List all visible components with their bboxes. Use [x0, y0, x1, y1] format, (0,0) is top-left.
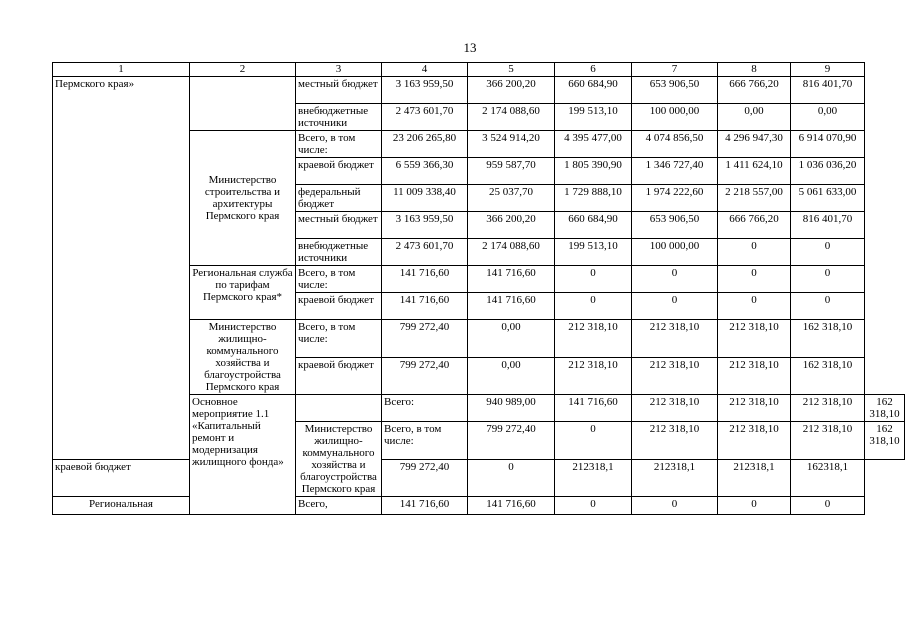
value-cell-col-4: 799 272,40 — [382, 357, 468, 395]
value-cell-col-5: 959 587,70 — [468, 158, 555, 185]
header-cell-5: 5 — [468, 63, 555, 77]
value-cell-col-9: 0 — [791, 239, 865, 266]
value-cell-col-8: 212 318,10 — [791, 395, 865, 422]
budget-table — [52, 62, 905, 515]
value-cell-col-4: 3 163 959,50 — [382, 212, 468, 239]
value-cell-col-7: 0 — [632, 497, 718, 515]
value-cell-col-8: 0 — [718, 239, 791, 266]
value-cell-col-8: 2 218 557,00 — [718, 185, 791, 212]
value-cell-col-4: 940 989,00 — [468, 395, 555, 422]
value-cell-col-5: 141 716,60 — [468, 266, 555, 293]
header-cell-7: 7 — [632, 63, 718, 77]
funding-source-cell: краевой бюджет — [296, 158, 382, 185]
header-cell-1: 1 — [53, 63, 190, 77]
value-cell-col-5: 0 — [555, 422, 632, 460]
value-cell-col-6: 4 395 477,00 — [555, 131, 632, 158]
value-cell-col-5: 0,00 — [468, 320, 555, 358]
value-cell-col-9: 1 036 036,20 — [791, 158, 865, 185]
header-cell-4: 4 — [382, 63, 468, 77]
value-cell-col-6: 660 684,90 — [555, 212, 632, 239]
value-cell-col-8: 0 — [718, 293, 791, 320]
value-cell-col-8: 0,00 — [718, 104, 791, 131]
header-cell-9: 9 — [791, 63, 865, 77]
agency-cell: Региональная — [53, 497, 190, 515]
funding-source-cell: Всего, — [296, 497, 382, 515]
value-cell-col-6: 0 — [555, 497, 632, 515]
value-cell-col-6: 212 318,10 — [632, 422, 718, 460]
agency-cell: Министерство жилищно-коммунального хозяйства и благоустройства Пермского края — [190, 320, 296, 395]
program-name-cell: Основное мероприятие 1.1 «Капитальный ремонт и модернизация жилищного фонда» — [190, 395, 296, 515]
value-cell-col-5: 25 037,70 — [468, 185, 555, 212]
value-cell-col-8: 666 766,20 — [718, 77, 791, 104]
value-cell-col-5: 141 716,60 — [468, 293, 555, 320]
value-cell-col-4: 6 559 366,30 — [382, 158, 468, 185]
page-number: 13 — [463, 40, 477, 55]
value-cell-col-4: 141 716,60 — [382, 497, 468, 515]
funding-source-cell: местный бюджет — [296, 212, 382, 239]
program-name-cell: Пермского края» — [53, 77, 190, 460]
table-row — [53, 77, 905, 104]
value-cell-col-7: 0 — [632, 293, 718, 320]
value-cell-col-4: 799 272,40 — [382, 320, 468, 358]
value-cell-col-4: 11 009 338,40 — [382, 185, 468, 212]
agency-cell: Региональная служба по тарифам Пермского края* — [190, 266, 296, 320]
table-body — [53, 77, 905, 515]
value-cell-col-6: 199 513,10 — [555, 104, 632, 131]
value-cell-col-7: 212 318,10 — [718, 395, 791, 422]
funding-source-cell: внебюджетные источники — [296, 239, 382, 266]
value-cell-col-7: 653 906,50 — [632, 77, 718, 104]
funding-source-cell: Всего, в том числе: — [296, 320, 382, 358]
value-cell-col-8: 212 318,10 — [718, 357, 791, 395]
value-cell-col-9: 162318,1 — [791, 459, 865, 497]
value-cell-col-5: 366 200,20 — [468, 77, 555, 104]
value-cell-col-6: 212318,1 — [555, 459, 632, 497]
funding-source-cell: Всего, в том числе: — [296, 131, 382, 158]
header-cell-6: 6 — [555, 63, 632, 77]
agency-cell: Министерство жилищно-коммунального хозяйства и благоустройства Пермского края — [296, 422, 382, 497]
value-cell-col-4: 3 163 959,50 — [382, 77, 468, 104]
value-cell-col-7: 1 346 727,40 — [632, 158, 718, 185]
value-cell-col-4: 799 272,40 — [468, 422, 555, 460]
value-cell-col-8: 0 — [718, 266, 791, 293]
value-cell-col-7: 653 906,50 — [632, 212, 718, 239]
value-cell-col-8: 0 — [718, 497, 791, 515]
agency-cell — [190, 77, 296, 131]
value-cell-col-9: 816 401,70 — [791, 77, 865, 104]
value-cell-col-9: 0,00 — [791, 104, 865, 131]
value-cell-col-8: 212 318,10 — [718, 320, 791, 358]
value-cell-col-5: 0 — [468, 459, 555, 497]
value-cell-col-9: 5 061 633,00 — [791, 185, 865, 212]
value-cell-col-7: 212 318,10 — [718, 422, 791, 460]
value-cell-col-6: 212 318,10 — [555, 320, 632, 358]
value-cell-col-8: 4 296 947,30 — [718, 131, 791, 158]
header-cell-2: 2 — [190, 63, 296, 77]
value-cell-col-6: 0 — [555, 293, 632, 320]
value-cell-col-6: 1 729 888,10 — [555, 185, 632, 212]
value-cell-col-6: 212 318,10 — [555, 357, 632, 395]
value-cell-col-5: 0,00 — [468, 357, 555, 395]
agency-cell — [296, 395, 382, 422]
value-cell-col-9: 162 318,10 — [791, 320, 865, 358]
value-cell-col-9: 0 — [791, 293, 865, 320]
value-cell-col-7: 212 318,10 — [632, 320, 718, 358]
value-cell-col-4: 2 473 601,70 — [382, 239, 468, 266]
value-cell-col-4: 799 272,40 — [382, 459, 468, 497]
value-cell-col-8: 212318,1 — [718, 459, 791, 497]
funding-source-cell: Всего, в том числе: — [382, 422, 468, 460]
value-cell-col-7: 4 074 856,50 — [632, 131, 718, 158]
value-cell-col-5: 141 716,60 — [555, 395, 632, 422]
table-header — [53, 63, 905, 77]
value-cell-col-8: 666 766,20 — [718, 212, 791, 239]
value-cell-col-7: 0 — [632, 266, 718, 293]
value-cell-col-9: 162 318,10 — [865, 395, 905, 422]
value-cell-col-4: 141 716,60 — [382, 266, 468, 293]
funding-source-cell: краевой бюджет — [296, 357, 382, 395]
value-cell-col-4: 23 206 265,80 — [382, 131, 468, 158]
funding-source-cell: Всего, в том числе: — [296, 266, 382, 293]
value-cell-col-9: 816 401,70 — [791, 212, 865, 239]
value-cell-col-8: 212 318,10 — [791, 422, 865, 460]
header-row — [53, 63, 905, 77]
value-cell-col-6: 660 684,90 — [555, 77, 632, 104]
value-cell-col-4: 2 473 601,70 — [382, 104, 468, 131]
value-cell-col-7: 212 318,10 — [632, 357, 718, 395]
value-cell-col-9: 6 914 070,90 — [791, 131, 865, 158]
value-cell-col-9: 162 318,10 — [865, 422, 905, 460]
value-cell-col-6: 0 — [555, 266, 632, 293]
value-cell-col-5: 3 524 914,20 — [468, 131, 555, 158]
table-row — [53, 459, 905, 497]
funding-source-cell: федеральный бюджет — [296, 185, 382, 212]
header-cell-8: 8 — [718, 63, 791, 77]
value-cell-col-7: 212318,1 — [632, 459, 718, 497]
funding-source-cell: краевой бюджет — [53, 459, 190, 497]
value-cell-col-9: 0 — [791, 266, 865, 293]
value-cell-col-7: 100 000,00 — [632, 239, 718, 266]
value-cell-col-6: 199 513,10 — [555, 239, 632, 266]
value-cell-col-9: 162 318,10 — [791, 357, 865, 395]
value-cell-col-6: 1 805 390,90 — [555, 158, 632, 185]
value-cell-col-9: 0 — [791, 497, 865, 515]
value-cell-col-5: 2 174 088,60 — [468, 104, 555, 131]
value-cell-col-6: 212 318,10 — [632, 395, 718, 422]
value-cell-col-8: 1 411 624,10 — [718, 158, 791, 185]
value-cell-col-5: 366 200,20 — [468, 212, 555, 239]
table-row — [53, 497, 905, 515]
funding-source-cell: Всего: — [382, 395, 468, 422]
value-cell-col-7: 1 974 222,60 — [632, 185, 718, 212]
funding-source-cell: местный бюджет — [296, 77, 382, 104]
agency-cell: Министерство строительства и архитектуры Пермского края — [190, 131, 296, 266]
value-cell-col-5: 141 716,60 — [468, 497, 555, 515]
funding-source-cell: внебюджетные источники — [296, 104, 382, 131]
value-cell-col-7: 100 000,00 — [632, 104, 718, 131]
value-cell-col-5: 2 174 088,60 — [468, 239, 555, 266]
value-cell-col-4: 141 716,60 — [382, 293, 468, 320]
funding-source-cell: краевой бюджет — [296, 293, 382, 320]
header-cell-3: 3 — [296, 63, 382, 77]
